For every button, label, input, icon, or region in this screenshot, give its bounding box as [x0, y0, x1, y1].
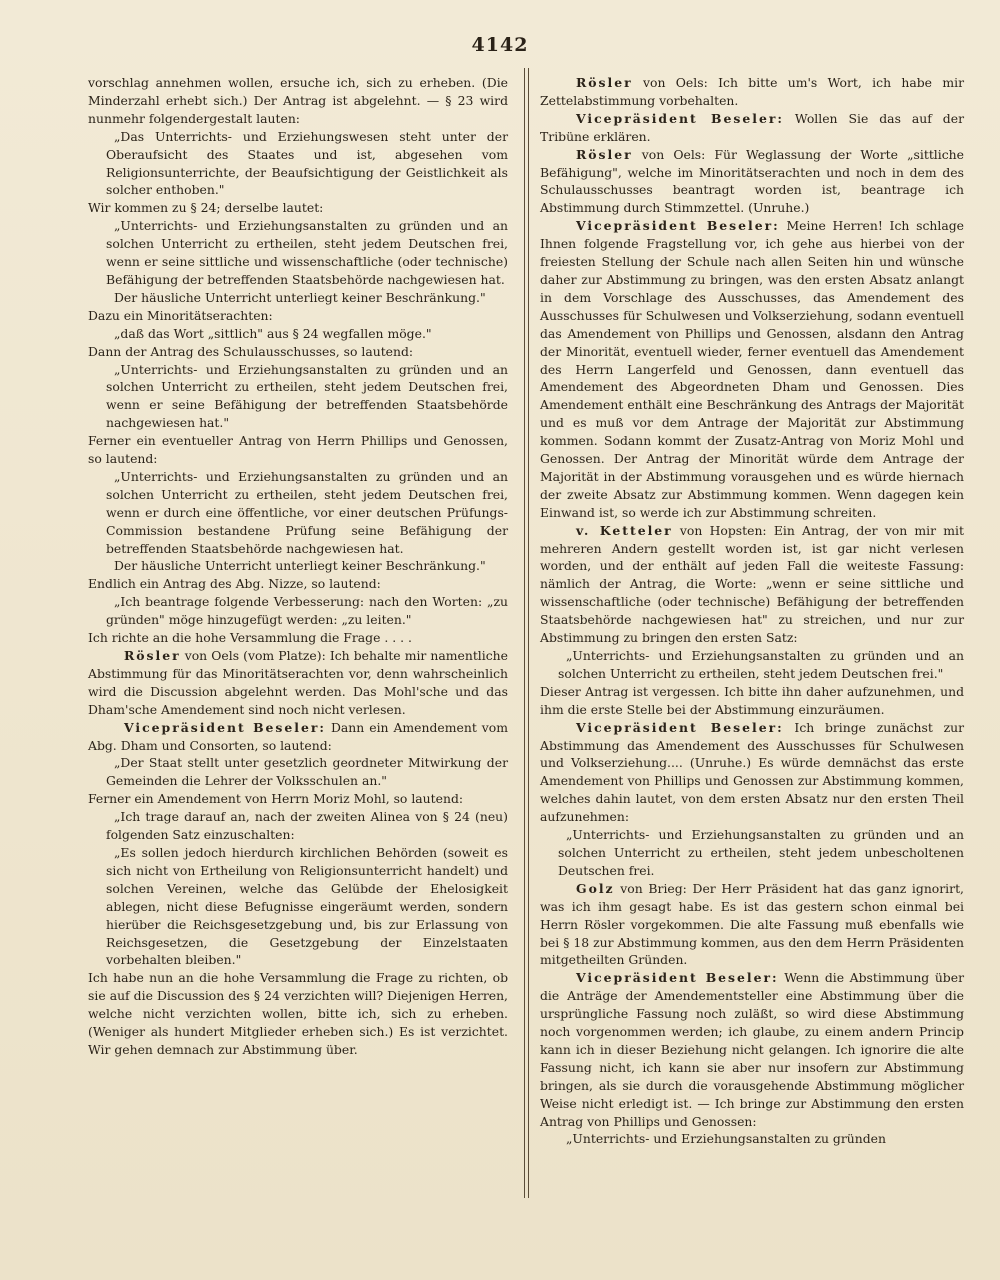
quoted-text: [106, 754, 508, 790]
paragraph-text: „Unterrichts- und Erziehungsanstalten zu gründen und an solchen Unterricht zu ertheilen, steht jedem unbescholtenen Deutschen frei.: [558, 827, 964, 878]
paragraph: [88, 74, 508, 128]
quoted-text: [106, 361, 508, 433]
paragraph: [540, 683, 964, 719]
paragraph: [540, 74, 964, 110]
paragraph-text: von Hopsten: Ein Antrag, der von mir mit mehreren Andern gestellt worden ist, ist gar nicht verlesen worden, und der enthält auf jeden Fall die weiteste Fassung: nämlich der Antrag, die Worte: „wenn er seine sittliche und wissenschaftliche (oder technische) Befähigung der betreffenden Staatsbehörde nachgewiesen hat" zu streichen, und nur zur Abstimmung zu bringen den ersten Satz:: [540, 522, 964, 646]
speaker-name: Golz: [576, 880, 615, 896]
paragraph: [88, 575, 508, 593]
paragraph: [88, 307, 508, 325]
paragraph-text: Dann ein Amendement vom Abg. Dham und Consorten, so lautend:: [88, 719, 508, 753]
speaker-name: Rösler: [576, 75, 633, 90]
right-column: [540, 74, 964, 1148]
speaker-name: Vicepräsident Beseler:: [576, 218, 780, 234]
paragraph-text: von Oels: Für Weglassung der Worte „sittliche Befähigung", welche im Minoritätserachten und noch in dem des Schulausschusses beantragt worden ist, beantrage ich Abstimmung durch Stimmzettel. (Unruhe.): [540, 146, 964, 216]
paragraph-text: von Oels (vom Platze): Ich behalte mir namentliche Abstimmung für das Minoritätserachten vor, denn wahrscheinlich wird die Discussion abgelehnt werden. Das Mohl'sche und das Dham'sche Amendement sind noch nicht verlesen.: [88, 648, 508, 717]
paragraph-text: „Unterrichts- und Erziehungsanstalten zu gründen: [566, 1131, 886, 1147]
paragraph: [88, 790, 508, 808]
paragraph-text: „Es sollen jedoch hierdurch kirchlichen Behörden (soweit es sich nicht von Ertheilung von Religionsunterricht handelt) und solchen Vereinen, welche das Gelübde der Ehelosigkeit ablegen, nicht diese Befugnisse eingeräumt werden, sondern hierüber die Reichsgesetzgebung und, bis zur Erlassung von Reichsgesetzen, die Gesetzgebung der Einzelstaaten vorbehalten bleiben.": [106, 844, 508, 968]
paragraph-text: vorschlag annehmen wollen, ersuche ich, sich zu erheben. (Die Minderzahl erhebt sich.) Der Antrag ist abgelehnt. — § 23 wird nunmehr folgendergestalt lauten:: [88, 75, 508, 126]
paragraph-text: „Ich trage darauf an, nach der zweiten Alinea von § 24 (neu) folgenden Satz einzuschalten:: [106, 809, 508, 843]
speaker-name: Rösler: [124, 648, 181, 663]
paragraph: [88, 199, 508, 217]
quoted-text: [106, 844, 508, 969]
paragraph: [540, 146, 964, 218]
speaker-name: v. Ketteler: [576, 522, 673, 538]
page-number: 4142: [471, 34, 529, 56]
quoted-text: [106, 557, 508, 575]
paragraph-text: Wollen Sie das auf der Tribüne erklären.: [540, 110, 964, 144]
paragraph-text: Ferner ein eventueller Antrag von Herrn Phillips und Genossen, so lautend:: [88, 433, 508, 467]
quoted-text: [558, 647, 964, 683]
quoted-text: [106, 593, 508, 629]
speaker-name: Vicepräsident Beseler:: [124, 719, 326, 735]
paragraph: [88, 343, 508, 361]
quoted-text: [106, 217, 508, 289]
paragraph-text: Dann der Antrag des Schulausschusses, so lautend:: [88, 343, 414, 359]
paragraph: [540, 522, 964, 647]
paragraph-text: Endlich ein Antrag des Abg. Nizze, so lautend:: [88, 576, 381, 592]
quoted-text: [106, 808, 508, 844]
paragraph-text: Ich richte an die hohe Versammlung die Frage . . . .: [88, 630, 412, 646]
paragraph-text: Der häusliche Unterricht unterliegt keiner Beschränkung.": [114, 289, 486, 305]
quoted-text: [106, 468, 508, 558]
quoted-text: [106, 325, 508, 343]
paragraph-text: „Unterrichts- und Erziehungsanstalten zu gründen und an solchen Unterricht zu ertheilen, steht jedem Deutschen frei, wenn er seine sittliche und wissenschaftliche (oder technische) Befähigung der betreffenden Staatsbehörde nachgewiesen hat.: [106, 218, 508, 287]
paragraph-text: „Der Staat stellt unter gesetzlich geordneter Mitwirkung der Gemeinden die Lehrer der Volksschulen an.": [106, 755, 508, 789]
paragraph-text: „daß das Wort „sittlich" aus § 24 wegfallen möge.": [114, 325, 432, 341]
paragraph-text: Ferner ein Amendement von Herrn Moriz Mohl, so lautend:: [88, 791, 464, 807]
paragraph-text: „Unterrichts- und Erziehungsanstalten zu gründen und an solchen Unterricht zu ertheilen, steht jedem Deutschen frei, wenn er durch eine öffentliche, vor einer deutschen Prüfungs-Commission bestandene Prüfung seine Befähigung der betreffenden Staatsbehörde nachgewiesen hat.: [106, 468, 508, 556]
paragraph-text: Wir kommen zu § 24; derselbe lautet:: [88, 200, 324, 216]
paragraph: [540, 719, 964, 826]
paragraph-text: von Brieg: Der Herr Präsident hat das ganz ignorirt, was ich ihm gesagt habe. Es ist das gestern schon einmal bei Herrn Rösler vorgekommen. Die alte Fassung muß ebenfalls wie bei § 18 zur Abstimmung kommen, aus den dem Herrn Präsidenten mitgetheilten Gründen.: [540, 880, 964, 968]
paragraph-text: „Ich beantrage folgende Verbesserung: nach den Worten: „zu gründen" möge hinzugefügt werden: „zu leiten.": [106, 594, 508, 628]
paragraph-text: „Das Unterrichts- und Erziehungswesen steht unter der Oberaufsicht des Staates und ist, abgesehen vom Religionsunterrichte, der Beaufsichtigung der Geistlichkeit als solcher enthoben.": [106, 128, 508, 198]
paragraph: [88, 719, 508, 755]
paragraph-text: Dazu ein Minoritätserachten:: [88, 307, 273, 323]
paragraph-text: Der häusliche Unterricht unterliegt keiner Beschränkung.": [114, 558, 486, 574]
paragraph-text: Dieser Antrag ist vergessen. Ich bitte ihn daher aufzunehmen, und ihm die erste Stelle bei der Abstimmung einzuräumen.: [540, 683, 964, 717]
speaker-name: Vicepräsident Beseler:: [576, 110, 784, 126]
paragraph-text: von Oels: Ich bitte um's Wort, ich habe mir Zettelabstimmung vorbehalten.: [540, 75, 964, 108]
paragraph: [88, 969, 508, 1059]
paragraph-text: Meine Herren! Ich schlage Ihnen folgende Fragstellung vor, ich gehe aus hierbei von der freiesten Stellung der Schule nach allen Seiten hin und wünsche daher zur Abstimmung zu bringen, was den ersten Absatz anlangt in dem Vorschlage des Ausschusses, das Amendement des Ausschusses für Schulwesen und Volkserziehung, sodann eventuell das Amendement von Phillips und Genossen, alsdann den Antrag der Minorität, eventuell wieder, ferner eventuell das Amendement des Herrn Langerfeld und Genossen, dann eventuell das Amendement des Abgeordneten Dham und Genossen. Dies Amendement enthält eine Beschränkung des Antrags der Majorität und es muß vor dem Antrage der Majorität zur Abstimmung kommen. Sodann kommt der Zusatz-Antrag von Moriz Mohl und Genossen. Der Antrag der Minorität würde dem Antrage der Majorität in der Abstimmung vorausgehen und es würde hiernach der zweite Absatz zur Abstimmung kommen. Wenn dagegen kein Einwand ist, so werde ich zur Abstimmung schreiten.: [540, 218, 964, 520]
paragraph: [540, 969, 964, 1130]
paragraph: [88, 647, 508, 719]
quoted-text: [106, 289, 508, 307]
left-column: [88, 74, 508, 1059]
speaker-name: Vicepräsident Beseler:: [576, 970, 779, 986]
quoted-text: [558, 1130, 964, 1148]
column-divider-inner: [528, 68, 529, 1198]
paragraph: [540, 217, 964, 521]
quoted-text: [558, 826, 964, 880]
paragraph: [88, 432, 508, 468]
paragraph-text: Wenn die Abstimmung über die Anträge der Amendementsteller eine Abstimmung über die ursprüngliche Fassung noch zuläßt, so wird diese Abstimmung noch vorgenommen werden; ich glaube, zu einem andern Princip kann ich in dieser Beziehung nicht gelangen. Ich ignorire die alte Fassung nicht, ich kann sie aber nur insofern zur Abstimmung bringen, als sie durch die vorausgehende Abstimmung möglicher Weise nicht erledigt ist. — Ich bringe zur Abstimmung den ersten Antrag von Phillips und Genossen:: [540, 970, 964, 1129]
paragraph: [540, 110, 964, 146]
quoted-text: [106, 128, 508, 200]
paragraph-text: „Unterrichts- und Erziehungsanstalten zu gründen und an solchen Unterricht zu ertheilen, steht jedem Deutschen frei.": [558, 648, 964, 681]
paragraph-text: „Unterrichts- und Erziehungsanstalten zu gründen und an solchen Unterricht zu ertheilen, steht jedem Deutschen frei, wenn er seine Befähigung der betreffenden Staatsbehörde nachgewiesen hat.": [106, 361, 508, 431]
paragraph: [540, 880, 964, 970]
paragraph-text: Ich habe nun an die hohe Versammlung die Frage zu richten, ob sie auf die Discussion des § 24 verzichten will? Diejenigen Herren, welche nicht verzichten wollen, bitte ich, sich zu erheben. (Weniger als hundert Mitglieder erheben sich.) Es ist verzichtet. Wir gehen demnach zur Abstimmung über.: [88, 970, 508, 1057]
paragraph-text: Ich bringe zunächst zur Abstimmung das Amendement des Ausschusses für Schulwesen und Volkserziehung.... (Unruhe.) Es würde demnächst das erste Amendement von Phillips und Genossen zur Abstimmung kommen, welches dahin lautet, von dem ersten Absatz nur den ersten Theil aufzunehmen:: [540, 719, 965, 825]
speaker-name: Rösler: [576, 146, 633, 162]
speaker-name: Vicepräsident Beseler:: [576, 719, 784, 735]
column-divider: [524, 68, 525, 1198]
paragraph: [88, 629, 508, 647]
